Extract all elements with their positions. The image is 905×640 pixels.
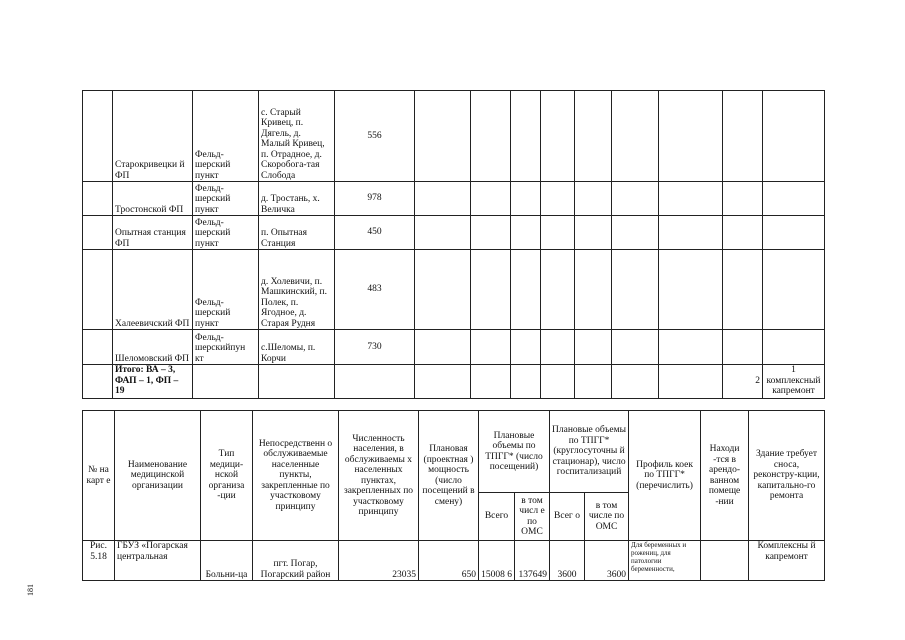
header-oms: в том числ е по ОМС xyxy=(515,493,550,541)
header-rented: Находи -тся в арендо-ванном помеще -нии xyxy=(701,411,749,541)
population: 556 xyxy=(335,91,415,182)
visits-total: 15008 6 xyxy=(479,541,515,581)
hosp-oms: 3600 xyxy=(585,541,629,581)
bed-profile: Для беременных и рожениц, для патологии беременности, xyxy=(629,541,701,581)
table-row xyxy=(83,91,825,182)
total-row xyxy=(83,365,825,399)
header-total: Всего xyxy=(479,493,515,541)
header-capacity: Плановая (проектная ) мощность (число посещений в смену) xyxy=(419,411,479,541)
population: 450 xyxy=(335,216,415,250)
population: 483 xyxy=(335,250,415,330)
org-type: Фельд-шерский пункт xyxy=(193,250,259,330)
header-population: Численность населения, в обслуживаемы х населенных пунктах, закрепленных по участковому принципу xyxy=(339,411,419,541)
header-type: Тип медици-нской организа -ции xyxy=(201,411,253,541)
total-label: Итого: ВА – 3, ФАП – 1, ФП – 19 xyxy=(113,365,193,399)
org-name: Старокривецки й ФП xyxy=(113,91,193,182)
table-row xyxy=(83,541,825,581)
top-table xyxy=(82,90,825,399)
rebuild-note: 1 комплексный капремонт xyxy=(763,365,825,399)
header-total2: Всег о xyxy=(550,493,585,541)
header-num: № на карт е xyxy=(83,411,115,541)
header-org: Наименование медицинской организации xyxy=(115,411,201,541)
served-places: пгт. Погар, Погарский район xyxy=(253,541,339,581)
served-places: с.Шеломы, п. Корчи xyxy=(259,330,335,365)
bottom-table xyxy=(82,410,825,581)
header-tpgg-visits: Плановые объемы по ТПГГ* (число посещений) xyxy=(479,411,550,493)
org-name: ГБУЗ «Погарская центральная xyxy=(115,541,201,581)
table-row xyxy=(83,330,825,365)
org-type: Фельд-шерскийпун кт xyxy=(193,330,259,365)
header-oms2: в том числе по ОМС xyxy=(585,493,629,541)
hosp-total: 3600 xyxy=(550,541,585,581)
served-places: п. Опытная Станция xyxy=(259,216,335,250)
org-type: Фельд-шерский пункт xyxy=(193,216,259,250)
org-type: Фельд-шерский пункт xyxy=(193,182,259,216)
org-name: Шеломовский ФП xyxy=(113,330,193,365)
visits-oms: 137649 xyxy=(515,541,550,581)
table-row xyxy=(83,250,825,330)
population: 23035 xyxy=(339,541,419,581)
header-profile: Профиль коек по ТПГГ* (перечислить) xyxy=(629,411,701,541)
capacity: 650 xyxy=(419,541,479,581)
header-tpgg-hosp: Плановые объемы по ТПГГ* (круглосуточны й стационар), число госпитализаций xyxy=(550,411,629,493)
table-row xyxy=(83,182,825,216)
header-places: Непосредственн о обслуживаемые населенные пункты, закрепленные по участковому принципу xyxy=(253,411,339,541)
org-type: Фельд-шерский пункт xyxy=(193,91,259,182)
served-places: д. Тростань, х. Величка xyxy=(259,182,335,216)
rebuild-note: Комплексны й капремонт xyxy=(749,541,825,581)
org-name: Тростонской ФП xyxy=(113,182,193,216)
served-places: с. Старый Кривец, п. Дягель, д. Малый Кривец, п. Отрадное, д. Скоробога-тая Слобода xyxy=(259,91,335,182)
header-row xyxy=(83,411,825,493)
header-rebuild: Здание требует сноса, реконстру-кции, капитально-го ремонта xyxy=(749,411,825,541)
population: 978 xyxy=(335,182,415,216)
row-num: Рис. 5.18 xyxy=(83,541,115,581)
page-number: 181 xyxy=(26,584,35,596)
rented-count: 2 xyxy=(723,365,763,399)
org-type: Больни-ца xyxy=(201,541,253,581)
served-places: д. Холевичи, п. Машкинский, п. Полек, п. Ягодное, д. Старая Рудня xyxy=(259,250,335,330)
org-name: Опытная станция ФП xyxy=(113,216,193,250)
org-name: Халеевичский ФП xyxy=(113,250,193,330)
table-row xyxy=(83,216,825,250)
population: 730 xyxy=(335,330,415,365)
